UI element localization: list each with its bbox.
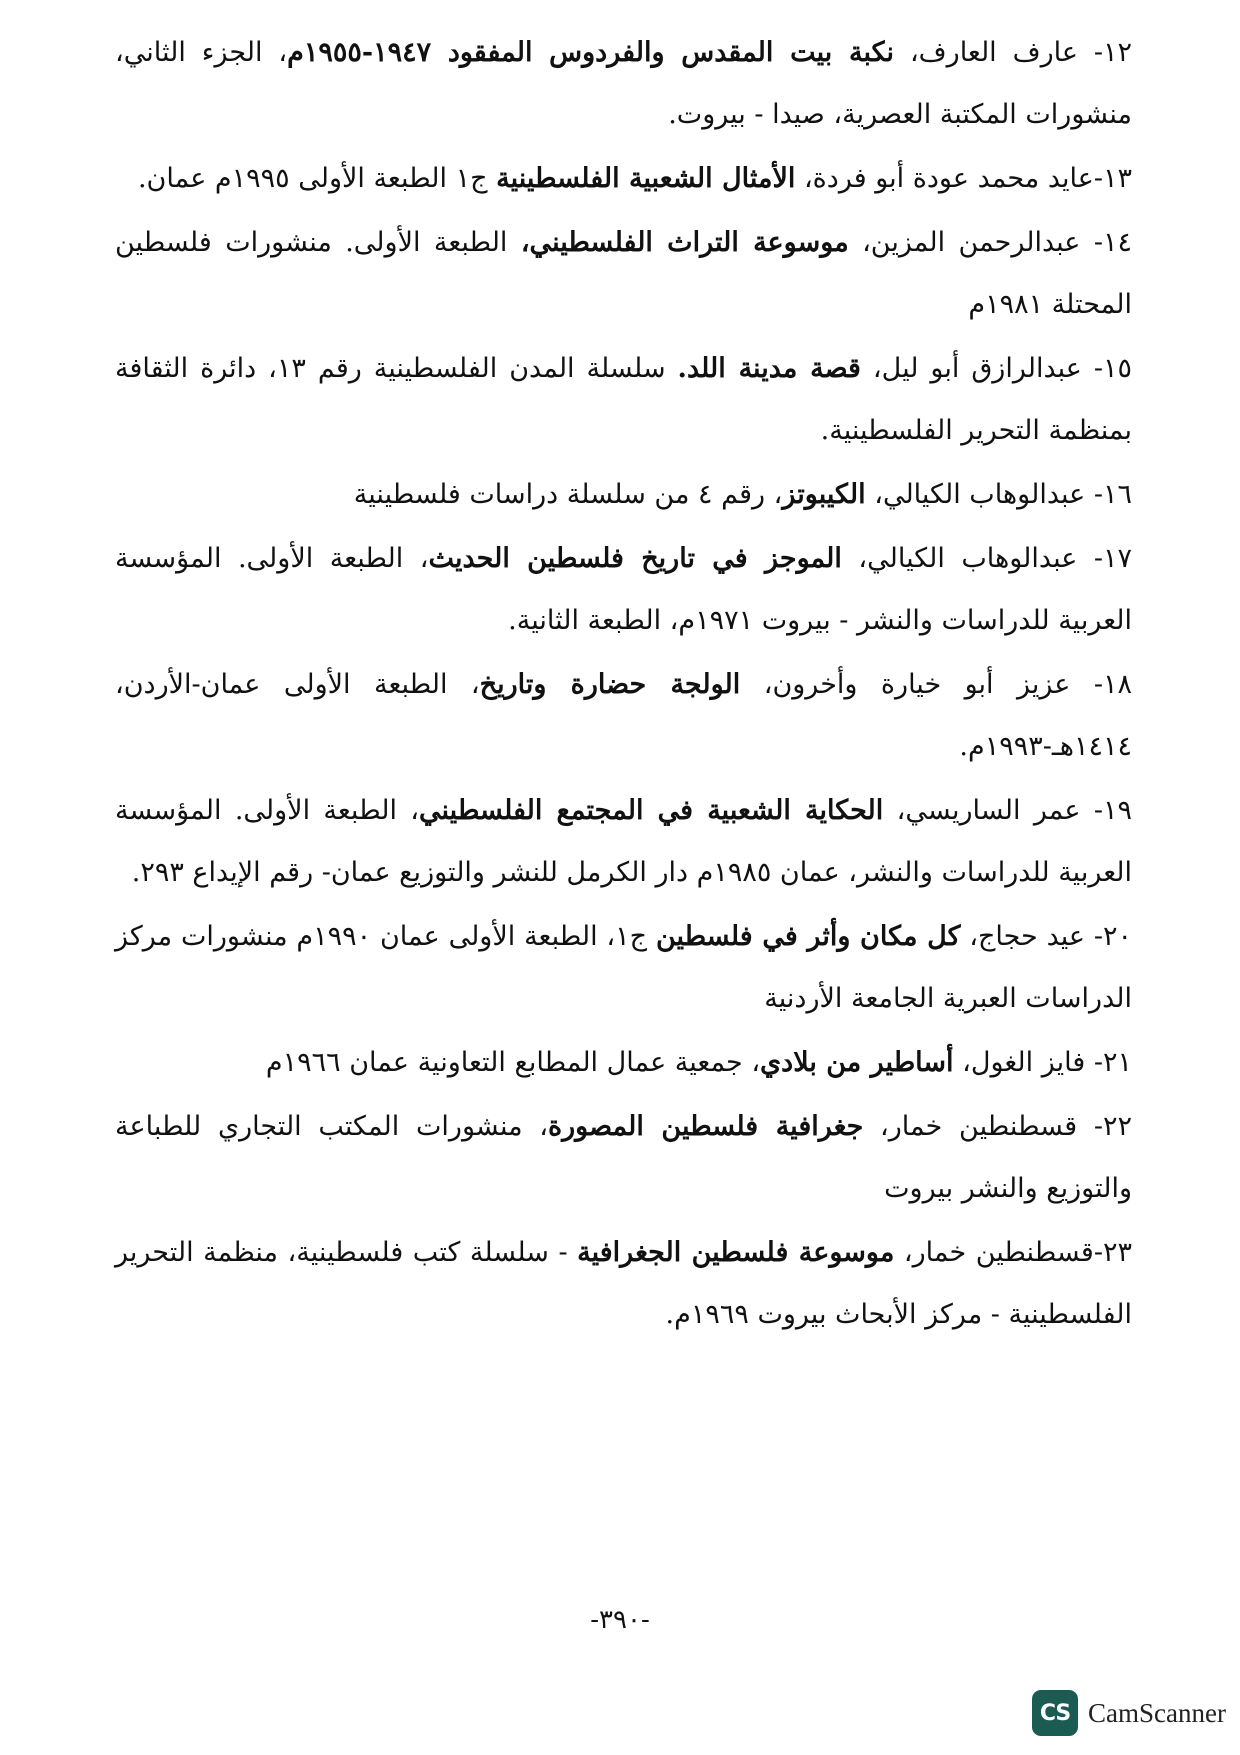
entry-author: عبدالوهاب الكيالي،: [841, 543, 1094, 574]
entry-number: ١٩-: [1093, 795, 1132, 826]
entry-title: قصة مدينة اللد.: [677, 353, 861, 384]
entry-number: ٢٢-: [1093, 1111, 1132, 1142]
camscanner-label: CamScanner: [1088, 1697, 1226, 1728]
entry-author: عارف العارف،: [894, 37, 1094, 68]
camscanner-logo-icon: CS: [1032, 1690, 1078, 1736]
entry-author: قسطنطين خمار،: [863, 1111, 1094, 1142]
entry-author: قسطنطين خمار،: [894, 1237, 1094, 1268]
entry-details: ، رقم ٤ من سلسلة دراسات فلسطينية: [353, 479, 783, 510]
bibliography-entry-16: [115, 464, 1132, 526]
camscanner-watermark: [1032, 1685, 1226, 1741]
bibliography-entry-20: [115, 906, 1132, 1030]
entry-title: نكبة بيت المقدس والفردوس المفقود ١٩٤٧-١٩٥٥م: [287, 37, 895, 68]
entry-details: ، الجزء الثاني، منشورات المكتبة العصرية، صيدا - بيروت.: [115, 37, 1132, 130]
entry-details: سلسلة المدن الفلسطينية رقم ١٣، دائرة الثقافة بمنظمة التحرير الفلسطينية.: [115, 353, 1132, 446]
entry-number: ١٧-: [1093, 543, 1132, 574]
entry-number: ١٤-: [1093, 227, 1132, 258]
entry-number: ١٨-: [1093, 669, 1132, 700]
entry-number: ١٢-: [1093, 37, 1132, 68]
entry-author: عيد حجاج،: [960, 921, 1094, 952]
entry-details: ج١، الطبعة الأولى عمان ١٩٩٠م منشورات مركز الدراسات العبرية الجامعة الأردنية: [115, 921, 1132, 1014]
entry-author: فايز الغول،: [953, 1047, 1094, 1078]
bibliography-entry-21: [115, 1032, 1132, 1094]
entry-author: عزيز أبو خيارة وأخرون،: [740, 669, 1094, 700]
entry-title: كل مكان وأثر في فلسطين: [655, 921, 961, 952]
entry-number: ١٦-: [1093, 479, 1132, 510]
entry-number: ١٥-: [1093, 353, 1133, 384]
entry-title: الولجة حضارة وتاريخ: [479, 669, 741, 700]
entry-author: عبدالرحمن المزين،: [848, 227, 1094, 258]
entry-title: الحكاية الشعبية في المجتمع الفلسطيني: [419, 795, 884, 826]
entry-title: موسوعة التراث الفلسطيني،: [520, 227, 849, 258]
entry-details: ، جمعية عمال المطابع التعاونية عمان ١٩٦٦م: [265, 1047, 761, 1078]
page-number: -٣٩٠-: [590, 1605, 650, 1635]
bibliography-entry-17: [115, 528, 1132, 652]
entry-title: الكيبوتز: [782, 479, 866, 510]
entry-details: ، منشورات المكتب التجاري للطباعة والتوزيع والنشر بيروت: [115, 1111, 1132, 1204]
bibliography-entry-12: [115, 22, 1132, 146]
bibliography-entry-23: [115, 1222, 1132, 1346]
entry-number: ١٣-: [1093, 163, 1132, 194]
entry-author: عبدالوهاب الكيالي،: [865, 479, 1094, 510]
entry-title: الموجز في تاريخ فلسطين الحديث: [428, 543, 842, 574]
entry-number: ٢١-: [1093, 1047, 1132, 1078]
entry-author: عمر الساريسي،: [883, 795, 1094, 826]
bibliography-entry-15: [115, 338, 1132, 462]
entry-number: ٢٠-: [1093, 921, 1132, 952]
entry-author: عبدالرازق أبو ليل،: [860, 353, 1094, 384]
entry-title: أساطير من بلادي: [760, 1047, 954, 1078]
entry-details: ، الطبعة الأولى. المؤسسة العربية للدراسات والنشر، عمان ١٩٨٥م دار الكرمل للنشر والتوزيع عمان- رقم الإيداع ٢٩٣.: [115, 795, 1132, 888]
bibliography-list: [115, 22, 1132, 1348]
bibliography-entry-13: [115, 148, 1132, 210]
entry-details: ، الطبعة الأولى. المؤسسة العربية للدراسات والنشر - بيروت ١٩٧١م، الطبعة الثانية.: [115, 543, 1132, 636]
bibliography-entry-14: [115, 212, 1132, 336]
bibliography-entry-18: [115, 654, 1132, 778]
entry-details: الطبعة الأولى. منشورات فلسطين المحتلة ١٩٨١م: [115, 227, 1132, 320]
bibliography-entry-19: [115, 780, 1132, 904]
bibliography-entry-22: [115, 1096, 1132, 1220]
entry-title: موسوعة فلسطين الجغرافية: [577, 1237, 895, 1268]
entry-number: ٢٣-: [1093, 1237, 1132, 1268]
entry-title: جغرافية فلسطين المصورة: [548, 1111, 864, 1142]
entry-details: ، الطبعة الأولى عمان-الأردن، ١٤١٤هـ-١٩٩٣م.: [115, 669, 1132, 762]
entry-details: - سلسلة كتب فلسطينية، منظمة التحرير الفلسطينية - مركز الأبحاث بيروت ١٩٦٩م.: [115, 1237, 1132, 1330]
entry-author: عايد محمد عودة أبو فردة،: [795, 163, 1094, 194]
entry-title: الأمثال الشعبية الفلسطينية: [496, 163, 796, 194]
entry-details: ج١ الطبعة الأولى ١٩٩٥م عمان.: [137, 163, 497, 194]
